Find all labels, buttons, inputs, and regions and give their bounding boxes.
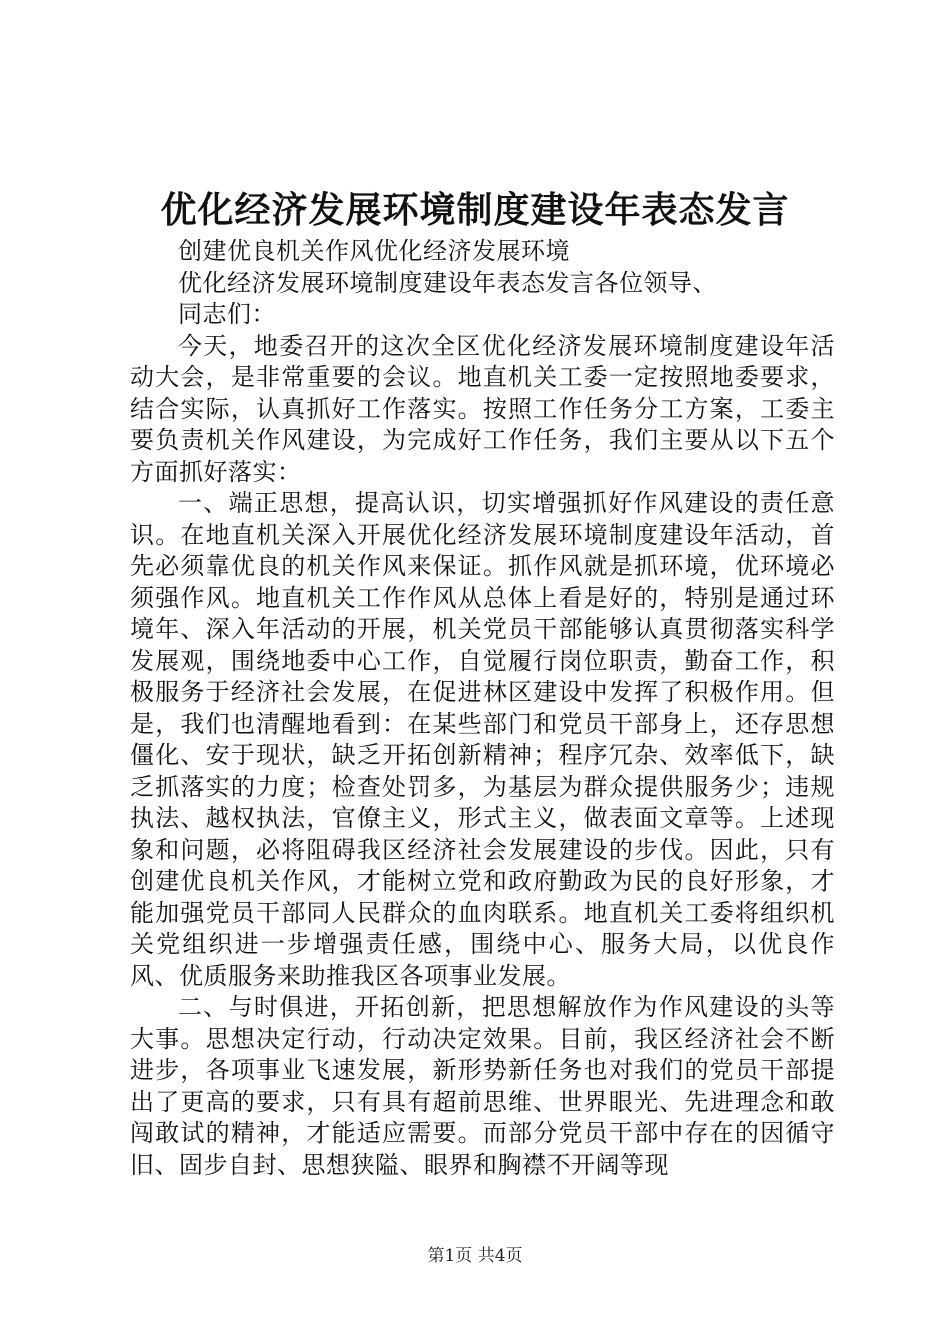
paragraph-point-one: 一、端正思想，提高认识，切实增强抓好作风建设的责任意识。在地直机关深入开展优化经济发展环境制度建设年活动，首先必须靠优良的机关作风来保证。抓作风就是抓环境，优环境必须强作风。地直机关工作作风从总体上看是好的，特别是通过环境年、深入年活动的开展，机关党员干部能够认真贯彻落实科学发展观，围绕地委中心工作，自觉履行岗位职责，勤奋工作，积极服务于经济社会发展，在促进林区建设中发挥了积极作用。但是，我们也清醒地看到：在某些部门和党员干部身上，还存思想僵化、安于现状，缺乏开拓创新精神；程序冗杂、效率低下，缺乏抓落实的力度；检查处罚多，为基层为群众提供服务少；违规执法、越权执法，官僚主义，形式主义，做表面文章等。上述现象和问题，必将阻碍我区经济社会发展建设的步伐。因此，只有创建优良机关作风，才能树立党和政府勤政为民的良好形象，才能加强党员干部同人民群众的血肉联系。地直机关工委将组织机关党组织进一步增强责任感，围绕中心、服务大局，以优良作风、优质服务来助推我区各项事业发展。 <box>130 489 835 990</box>
salutation: 同志们： <box>178 300 276 328</box>
document-title: 优化经济发展环境制度建设年表态发言 <box>160 189 790 231</box>
paragraph-intro: 今天，地委召开的这次全区优化经济发展环境制度建设年活动大会，是非常重要的会议。地直机关工委一定按照地委要求，结合实际，认真抓好工作落实。按照工作任务分工方案，工委主要负责机关作风建设，为完成好工作任务，我们主要从以下五个方面抓好落实： <box>130 331 835 486</box>
page-number-footer: 第1页 共4页 <box>427 1246 523 1266</box>
subtitle-line: 创建优良机关作风优化经济发展环境 <box>178 237 570 265</box>
document-body <box>130 236 835 1181</box>
paragraph-point-two: 二、与时俱进，开拓创新，把思想解放作为作风建设的头等大事。思想决定行动，行动决定效果。目前，我区经济社会不断进步，各项事业飞速发展，新形势新任务也对我们的党员干部提出了更高的要求，只有具有超前思维、世界眼光、先进理念和敢闯敢试的精神，才能适应需要。而部分党员干部中存在的因循守旧、固步自封、思想狭隘、眼界和胸襟不开阔等现 <box>130 993 835 1179</box>
heading-line: 优化经济发展环境制度建设年表态发言各位领导、 <box>178 268 717 297</box>
